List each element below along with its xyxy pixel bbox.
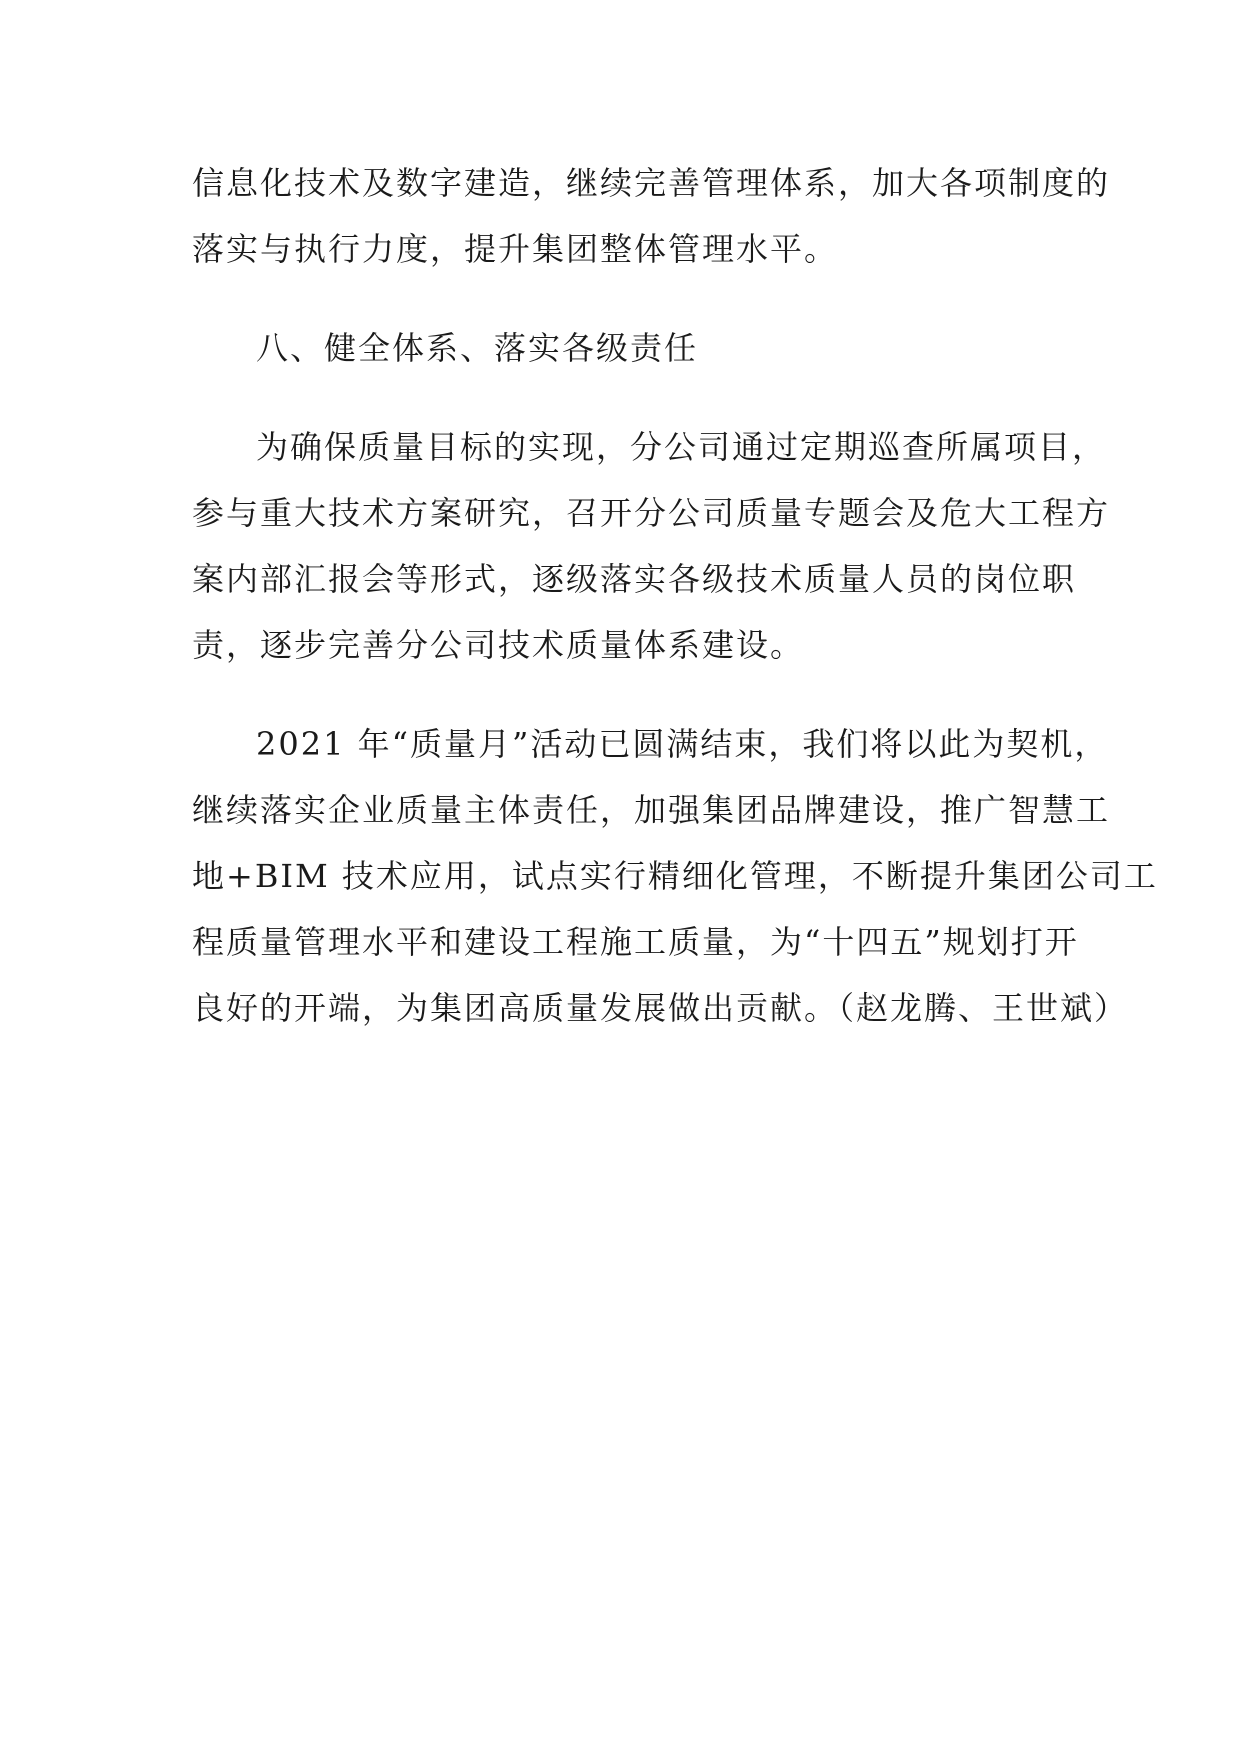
paragraph-line: 责，逐步完善分公司技术质量体系建设。 [192,626,805,664]
paragraph-gap [192,282,1062,315]
paragraph-line: 为确保质量目标的实现，分公司通过定期巡查所属项目， [256,428,1107,466]
paragraph-line: 2021 年“质量月”活动已圆满结束，我们将以此为契机， [256,725,1109,763]
paragraph-line: 良好的开端，为集团高质量发展做出贡献。（赵龙腾、王世斌） [192,989,1129,1027]
paragraph-1 [192,150,1111,282]
paragraph-line: 信息化技术及数字建造，继续完善管理体系，加大各项制度的 [192,164,1111,202]
paragraph-line: 案内部汇报会等形式，逐级落实各级技术质量人员的岗位职 [192,560,1077,598]
paragraph-line: 程质量管理水平和建设工程施工质量，为“十四五”规划打开 [192,923,1079,961]
paragraph-line: 地+BIM 技术应用，试点实行精细化管理，不断提升集团公司工 [192,857,1158,895]
paragraph-gap [192,678,1062,711]
paragraph-gap [192,381,1062,414]
section-heading: 八、健全体系、落实各级责任 [256,329,699,367]
paragraph-line: 落实与执行力度，提升集团整体管理水平。 [192,230,839,268]
paragraph-3 [192,711,1158,1041]
paragraph-2 [192,414,1111,678]
paragraph-line: 参与重大技术方案研究，召开分公司质量专题会及危大工程方 [192,494,1111,532]
document-body [192,150,1158,1041]
paragraph-line: 继续落实企业质量主体责任，加强集团品牌建设，推广智慧工 [192,791,1111,829]
